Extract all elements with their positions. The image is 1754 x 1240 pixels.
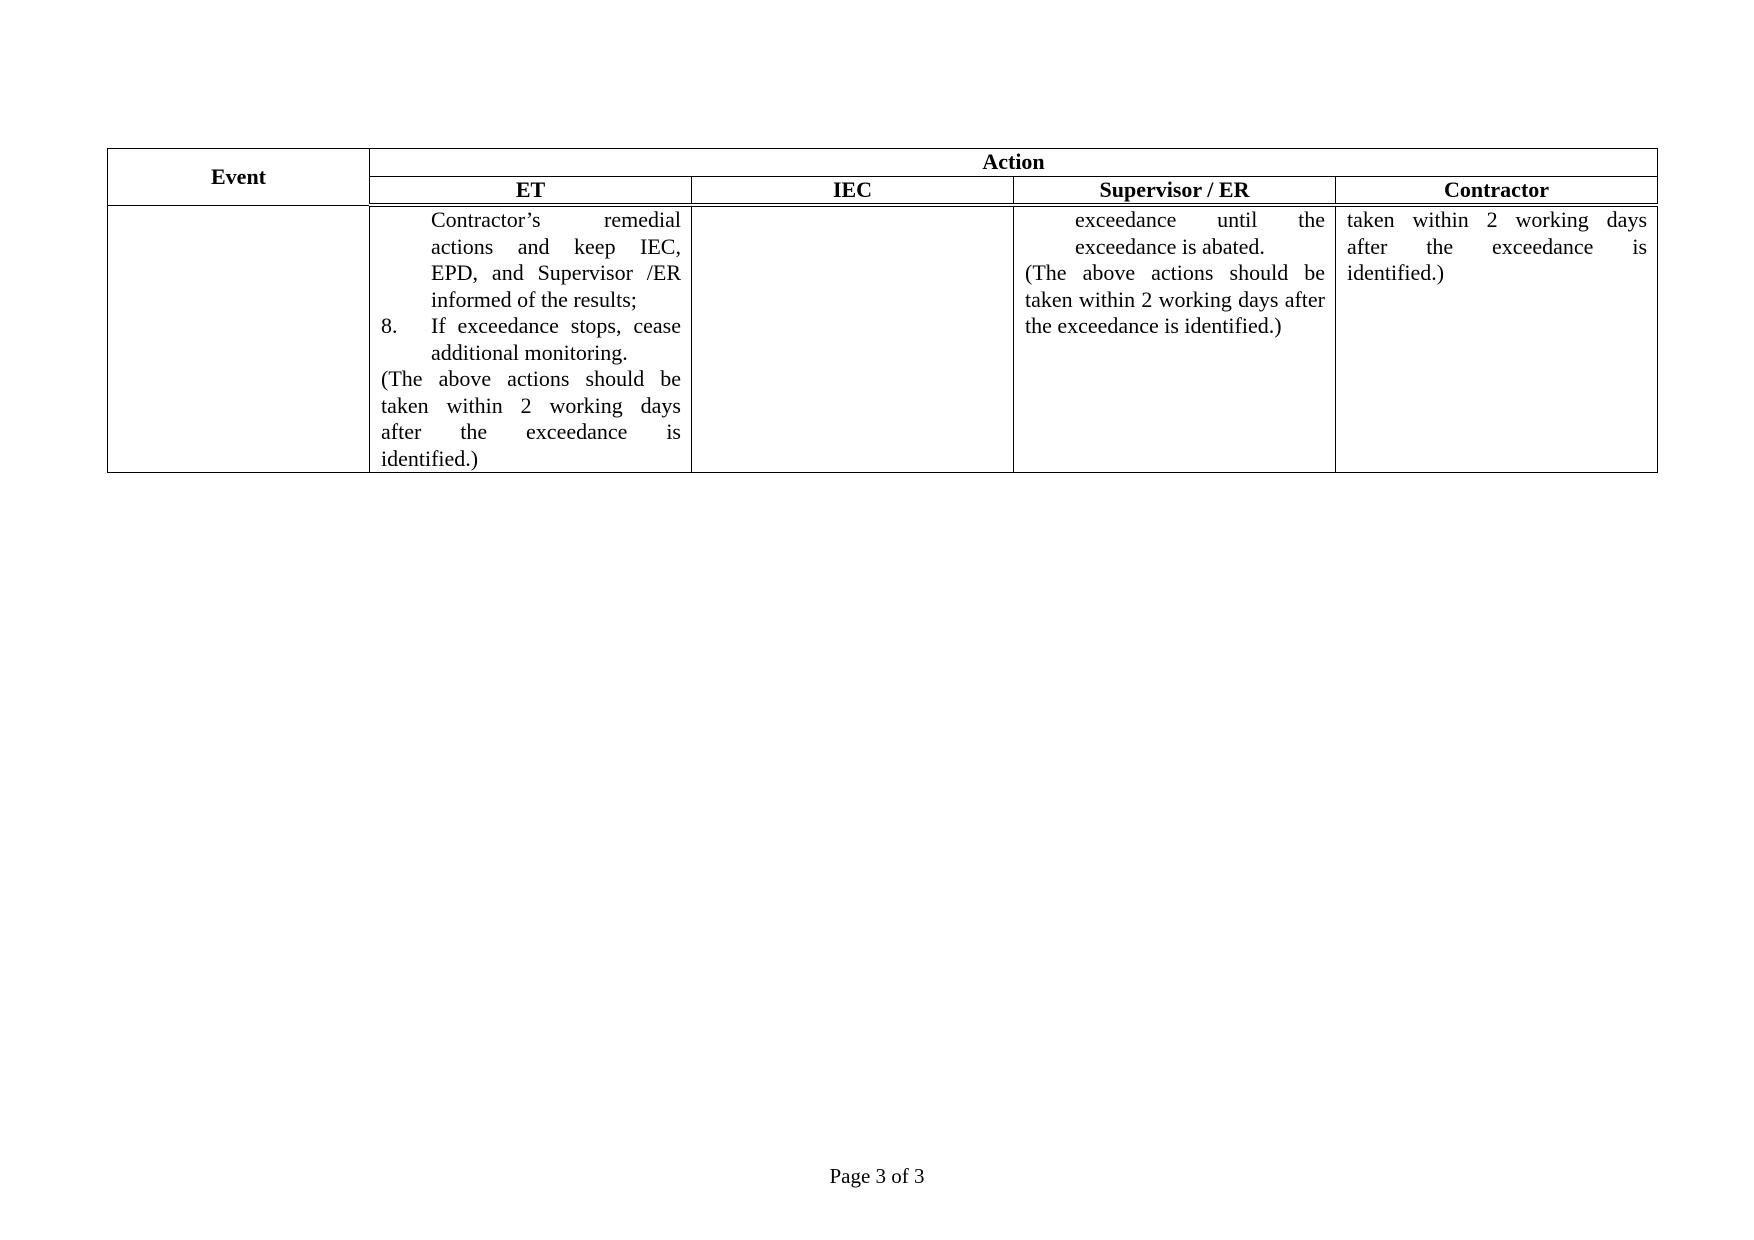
header-event: Event [108,149,370,206]
cell-contractor [1336,205,1658,473]
et-note-line: identified.) [381,445,479,471]
contractor-line: identified.) [1347,260,1445,285]
et-line: informed of the results; [431,286,637,312]
et-note [381,366,681,472]
supervisor-line: exceedance until the [1075,207,1325,232]
event-action-table [107,148,1658,473]
et-item-8-text [431,313,681,366]
et-item-8-number: 8. [381,313,398,338]
et-note-line: (The above actions should be [381,366,681,391]
et-continued-text [381,207,681,313]
header-row-1 [108,149,1658,177]
supervisor-note-line: (The above actions should be [1025,260,1325,285]
cell-iec [692,205,1014,473]
table-row [108,205,1658,473]
et-line: Contractor’s remedial [431,207,681,232]
cell-supervisor-er [1014,205,1336,473]
header-et: ET [370,176,692,205]
page-number: Page 3 of 3 [829,1164,925,1188]
supervisor-line: exceedance is abated. [1075,233,1265,259]
et-line: actions and keep IEC, [431,233,681,259]
et-note-line: after the exceedance is [381,419,681,444]
header-contractor: Contractor [1336,176,1658,205]
supervisor-continued-text [1025,207,1325,260]
header-action: Action [370,149,1658,177]
header-iec: IEC [692,176,1014,205]
cell-et [370,205,692,473]
et-item-8-line: If exceedance stops, cease [431,313,681,338]
header-supervisor-er: Supervisor / ER [1014,176,1336,205]
supervisor-note-line: the exceedance is identified.) [1025,313,1282,338]
contractor-line: taken within 2 working days [1347,207,1648,232]
cell-event [108,205,370,473]
contractor-line: after the exceedance is [1347,233,1648,259]
supervisor-note [1025,260,1325,340]
supervisor-note-line: taken within 2 working days after [1025,286,1325,312]
et-line: EPD, and Supervisor /ER [431,260,681,285]
et-item-8 [381,313,681,366]
et-note-line: taken within 2 working days [381,392,681,418]
et-item-8-line: additional monitoring. [431,339,628,365]
